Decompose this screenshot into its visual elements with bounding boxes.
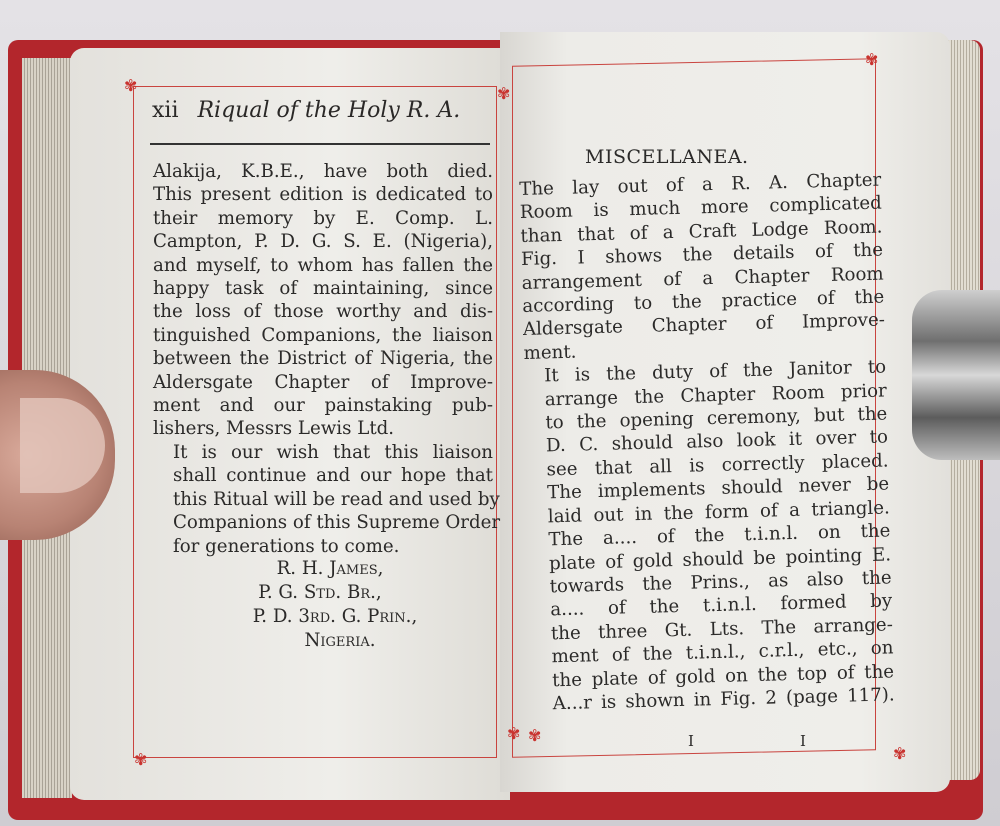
text-line: than that of a Craft Lodge Room. [520, 216, 883, 247]
left-paragraph-2 [153, 441, 501, 558]
running-header [152, 98, 460, 123]
text-line: D. C. should also look it over to [545, 426, 889, 457]
text-line: to the opening ceremony, but the [545, 403, 888, 434]
right-paragraph-2 [524, 356, 895, 716]
left-paragraph-1 [153, 160, 493, 441]
text-line: see that all is correctly placed. [546, 450, 889, 481]
text-line: The lay out of a R. A. Chapter [519, 169, 882, 200]
corner-ornament-icon: ✾ [865, 50, 879, 69]
text-line: shall continue and our hope that [173, 465, 493, 487]
text-line: Campton, P. D. G. S. E. (Nigeria), [153, 231, 493, 253]
corner-ornament-icon: ✾ [893, 744, 907, 763]
text-line: the plate of gold on the top of the [551, 660, 895, 691]
text-line: It is the duty of the Janitor to [543, 356, 887, 387]
text-line: arrange the Chapter Room prior [544, 380, 887, 411]
corner-ornament-icon: ✾ [124, 76, 138, 95]
header-rule [150, 143, 490, 145]
corner-ornament-icon: ✾ [507, 724, 521, 743]
signature-line: Nigeria. [304, 630, 376, 651]
text-line: ment of the t.i.n.l., c.r.l., etc., on [551, 637, 894, 668]
chapter-heading: MISCELLANEA. [585, 146, 749, 168]
text-line: the three Gt. Lts. The arrange- [550, 614, 894, 645]
signature-block [150, 557, 490, 653]
text-line: Aldersgate Chapter of Improve- [522, 309, 886, 341]
text-line: and myself, to whom has fallen the [153, 254, 493, 276]
text-line: laid out in the form of a triangle. [547, 497, 891, 528]
page-number: xii [152, 98, 179, 123]
text-line: Room is much more complicated [519, 192, 883, 224]
text-line: arrangement of a Chapter Room [521, 263, 884, 294]
text-line: ment and our painstaking pub- [153, 395, 493, 417]
text-line: A...r is shown in Fig. 2 (page 117). [552, 684, 895, 715]
text-line: It is our wish that this liaison [173, 441, 493, 463]
corner-ornament-icon: ✾ [134, 750, 148, 769]
text-line: this Ritual will be read and used by [173, 488, 500, 510]
signature-line: R. H. James, [276, 558, 384, 579]
text-line: according to the practice of the [522, 286, 885, 317]
corner-ornament-icon: ✾ [528, 726, 542, 745]
right-paragraph-1 [519, 169, 886, 366]
text-line: Fig. I shows the details of the [520, 239, 884, 271]
metal-clip [912, 290, 1000, 460]
signature-line: P. G. Std. Br., [258, 582, 382, 603]
text-line: happy task of maintaining, since [153, 278, 493, 300]
folio-mark: I [800, 732, 806, 750]
text-line: Companions of this Supreme Order [173, 512, 501, 534]
text-line: The implements should never be [546, 473, 890, 504]
text-line: Alakija, K.B.E., have both died. [153, 161, 493, 182]
text-line: ment. [523, 341, 577, 364]
text-line: This present edition is dedicated to [153, 184, 493, 206]
text-line: The a.... of the t.i.n.l. on the [548, 520, 891, 551]
corner-ornament-icon: ✾ [497, 84, 511, 103]
text-line: Aldersgate Chapter of Improve- [153, 371, 493, 393]
text-line: between the District of Nigeria, the [153, 348, 493, 370]
running-title: Riqual of the Holy R. A. [197, 98, 461, 123]
left-text-block [153, 160, 501, 558]
text-line: a.... of the t.i.n.l. formed by [550, 590, 893, 621]
signature-line: P. D. 3rd. G. Prin., [252, 606, 418, 627]
text-line: their memory by E. Comp. L. [153, 207, 493, 229]
text-line: lishers, Messrs Lewis Ltd. [153, 418, 395, 440]
text-line: plate of gold should be pointing E. [548, 543, 892, 574]
text-line: towards the Prins., as also the [549, 567, 892, 598]
folio-mark: I [688, 732, 694, 750]
right-text-block [519, 169, 895, 717]
text-line: tinguished Companions, the liaison [153, 324, 493, 346]
text-line: the loss of those worthy and dis- [153, 301, 493, 323]
text-line: for generations to come. [173, 535, 400, 557]
